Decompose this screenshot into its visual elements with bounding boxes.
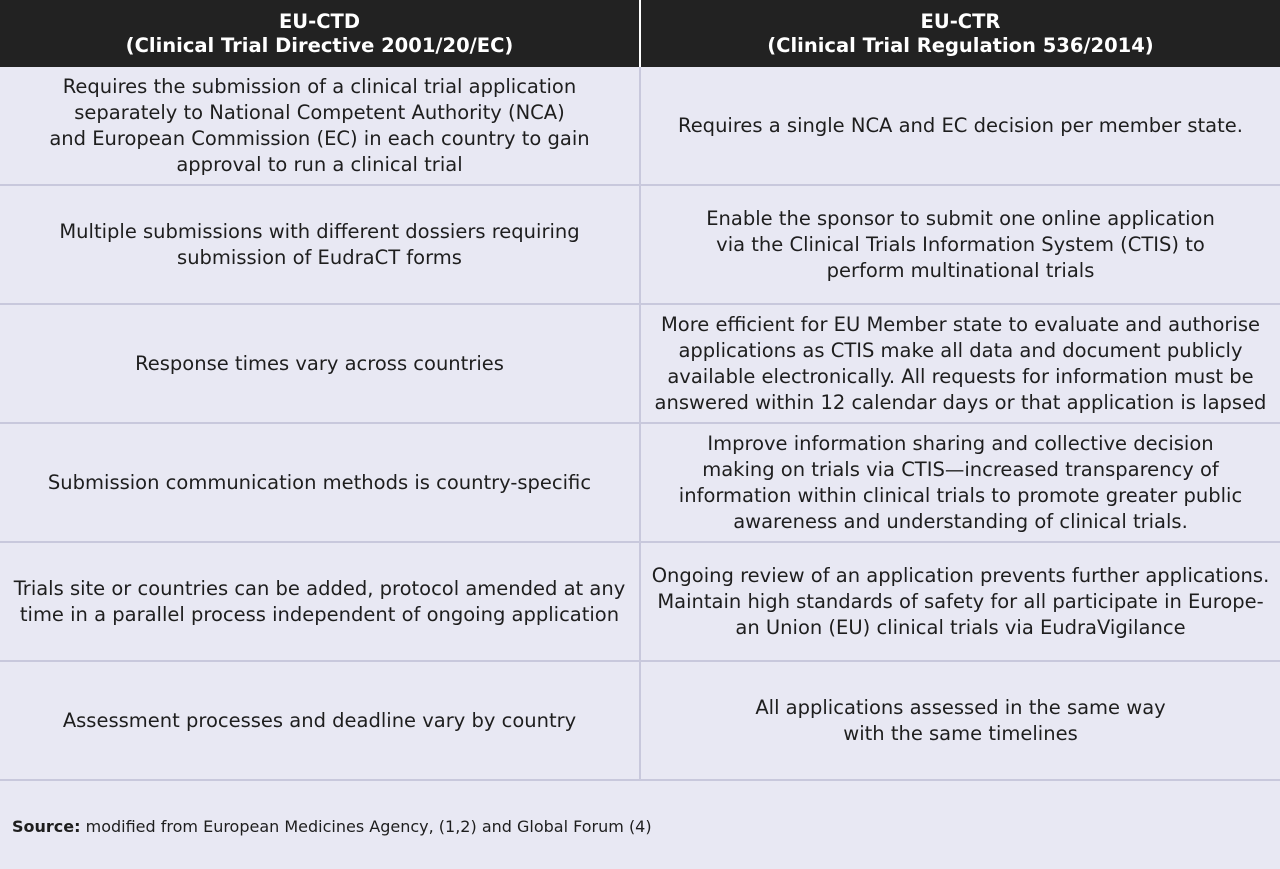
header-eu-ctd-title: EU-CTD (278, 9, 361, 33)
cell-line: answered within 12 calendar days or that application is lapsed (654, 390, 1267, 414)
cell-line: perform multinational trials (826, 258, 1095, 282)
eu-ctr-cell (639, 424, 1280, 541)
header-eu-ctd-subtitle: (Clinical Trial Directive 2001/20/EC) (125, 33, 514, 57)
cell-text (655, 312, 1267, 416)
eu-ctd-cell (0, 662, 639, 779)
cell-line: Multiple submissions with different dossiers requiring (59, 219, 580, 243)
cell-text (706, 206, 1215, 284)
cell-line: with the same timelines (843, 721, 1078, 745)
table-body (0, 67, 1280, 781)
cell-line: time in a parallel process independent of ongoing application (19, 602, 620, 626)
cell-line: Requires a single NCA and EC decision per member state. (678, 113, 1243, 137)
cell-line: Submission communication methods is country-specific (47, 470, 592, 494)
eu-ctr-cell (639, 186, 1280, 303)
cell-line: and European Commission (EC) in each country to gain (49, 126, 590, 150)
table-row (0, 662, 1280, 781)
cell-line: available electronically. All requests for information must be (667, 364, 1254, 388)
header-eu-ctr-subtitle: (Clinical Trial Regulation 536/2014) (767, 33, 1154, 57)
table-row (0, 305, 1280, 424)
cell-line: Ongoing review of an application prevents further applications. (651, 563, 1270, 587)
cell-line: Enable the sponsor to submit one online application (706, 206, 1215, 230)
cell-line: More efficient for EU Member state to evaluate and authorise (660, 312, 1261, 336)
cell-line: awareness and understanding of clinical trials. (733, 509, 1188, 533)
cell-line: information within clinical trials to promote greater public (678, 483, 1243, 507)
cell-text (679, 431, 1242, 535)
cell-line: submission of EudraCT forms (177, 245, 462, 269)
eu-ctd-cell (0, 305, 639, 422)
source-label: Source: (12, 817, 81, 836)
table-header (0, 0, 1280, 67)
cell-line: Improve information sharing and collective decision (707, 431, 1214, 455)
eu-ctd-cell (0, 543, 639, 660)
cell-text (48, 470, 591, 496)
cell-text (14, 576, 626, 628)
cell-text (63, 708, 576, 734)
source-text: modified from European Medicines Agency, (1,2) and Global Forum (4) (80, 817, 652, 836)
cell-line: separately to National Competent Authority (NCA) (74, 100, 565, 124)
table-row (0, 543, 1280, 662)
source-note (12, 816, 652, 838)
table-row (0, 67, 1280, 186)
cell-line: All applications assessed in the same way (755, 695, 1166, 719)
header-eu-ctr (641, 0, 1280, 67)
eu-ctr-cell (639, 67, 1280, 184)
cell-line: approval to run a clinical trial (176, 152, 463, 176)
eu-ctd-cell (0, 424, 639, 541)
eu-ctr-cell (639, 662, 1280, 779)
cell-line: via the Clinical Trials Information System (CTIS) to (716, 232, 1205, 256)
cell-text (652, 563, 1270, 641)
cell-line: applications as CTIS make all data and document publicly (678, 338, 1243, 362)
table-row (0, 424, 1280, 543)
eu-ctd-cell (0, 186, 639, 303)
table-row (0, 186, 1280, 305)
cell-line: Assessment processes and deadline vary by country (62, 708, 577, 732)
cell-text (755, 695, 1165, 747)
eu-ctr-cell (639, 543, 1280, 660)
cell-line: making on trials via CTIS—increased transparency of (702, 457, 1219, 481)
cell-line: Trials site or countries can be added, protocol amended at any (13, 576, 626, 600)
cell-text (135, 351, 504, 377)
cell-line: Maintain high standards of safety for all participate in Europe- (657, 589, 1264, 613)
cell-line: Response times vary across countries (135, 351, 504, 375)
eu-ctr-cell (639, 305, 1280, 422)
cell-line: an Union (EU) clinical trials via EudraVigilance (735, 615, 1186, 639)
eu-ctd-cell (0, 67, 639, 184)
header-eu-ctd (0, 0, 639, 67)
cell-line: Requires the submission of a clinical trial application (62, 74, 577, 98)
header-eu-ctr-title: EU-CTR (920, 9, 1001, 33)
cell-text (49, 74, 589, 178)
cell-text (59, 219, 579, 271)
cell-text (678, 113, 1243, 139)
